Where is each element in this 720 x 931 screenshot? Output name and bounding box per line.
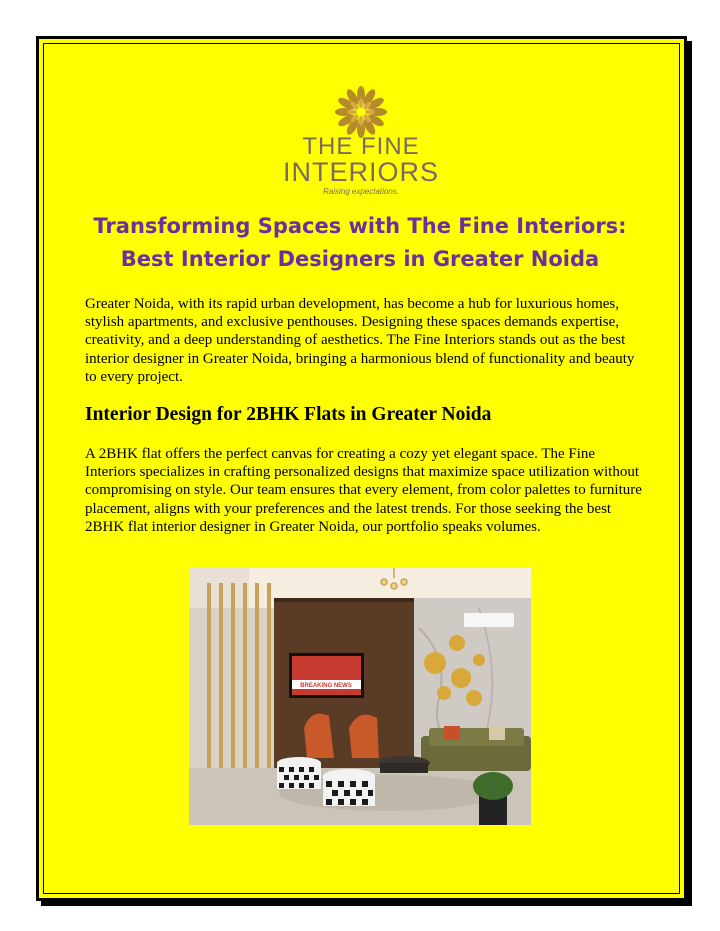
logo-tagline: Raising expectations. [322, 187, 400, 196]
interior-photo [189, 568, 531, 825]
logo-wordmark-line2: INTERIORS [283, 157, 440, 187]
logo-wordmark-line1: THE FINE [302, 133, 420, 160]
living-room-illustration [189, 568, 531, 825]
page-title: Transforming Spaces with The Fine Interiors: Best Interior Designers in Greater Noida [93, 214, 627, 271]
flower-mandala-icon [333, 84, 389, 140]
section-heading: Interior Design for 2BHK Flats in Greater Noida [85, 404, 492, 425]
intro-paragraph: Greater Noida, with its rapid urban development, has become a hub for luxurious homes, stylish apartments, and exclusive penthouses. Designing these spaces demands expertise, creativity, and a deep understanding of aesthetics. The Fine Interiors stands out as the best interior designer in Greater Noida, bringing a harmonious blend of functionality and beauty to every project. [85, 296, 635, 385]
tv-banner-text: BREAKING NEWS [300, 683, 352, 689]
section-paragraph: A 2BHK flat offers the perfect canvas for creating a cozy yet elegant space. The Fine Interiors specializes in crafting personalized designs that maximize space utilization without compromising on style. Our team ensures that every element, from color palettes to furniture placement, aligns with your preferences and the latest trends. For those seeking the best 2BHK flat interior designer in Greater Noida, our portfolio speaks volumes. [85, 446, 642, 535]
company-logo [283, 84, 439, 200]
